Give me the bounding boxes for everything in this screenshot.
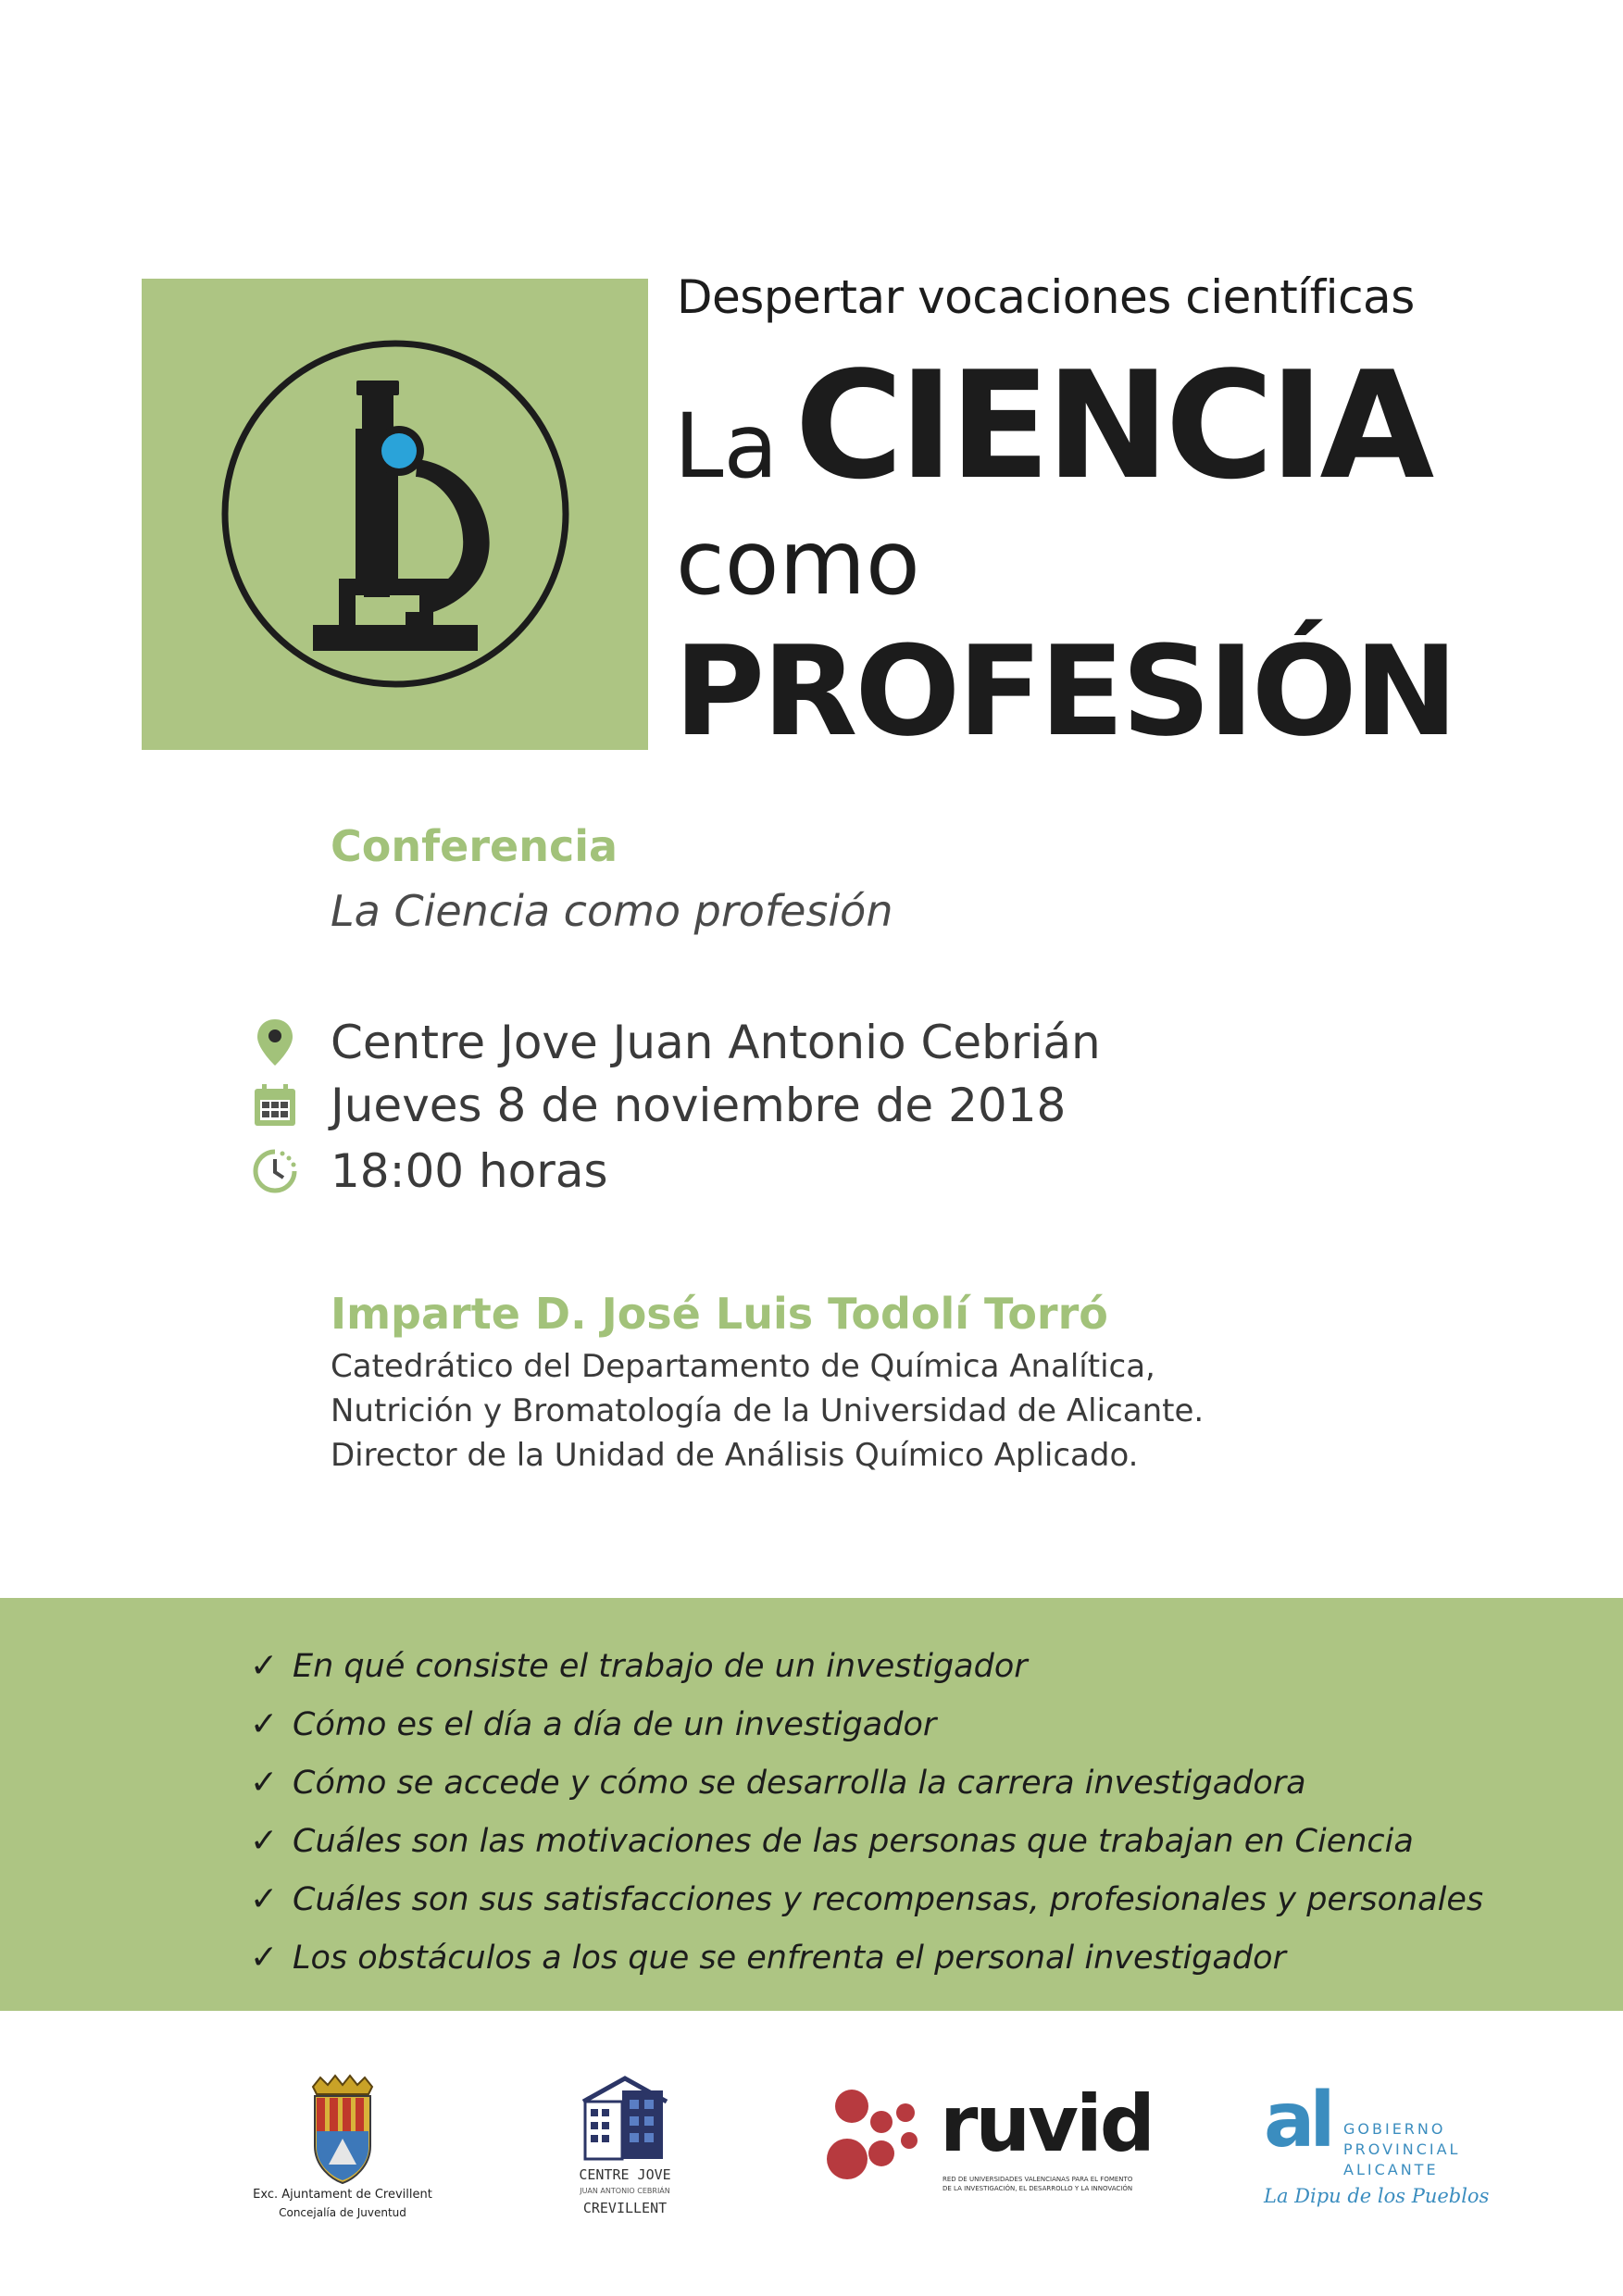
check-icon: ✓ xyxy=(250,1822,279,1860)
location-text: Centre Jove Juan Antonio Cebrián xyxy=(331,1016,1101,1069)
centre-jove-subname: JUAN ANTONIO CEBRIÁN xyxy=(580,2187,670,2195)
check-icon: ✓ xyxy=(250,1764,279,1802)
location-row xyxy=(248,1016,1101,1069)
crevillent-name: Exc. Ajuntament de Crevillent xyxy=(253,2188,432,2202)
date-row xyxy=(248,1079,1066,1132)
check-icon: ✓ xyxy=(250,1705,279,1743)
list-item xyxy=(250,1753,1483,1812)
list-item xyxy=(250,1695,1483,1753)
list-item xyxy=(250,1928,1483,1987)
event-title-line3: PROFESIÓN xyxy=(674,619,1455,764)
centre-jove-logo xyxy=(565,2074,685,2240)
topic-text: Cómo es el día a día de un investigador xyxy=(293,1705,937,1743)
header-green-panel xyxy=(142,279,648,750)
check-icon: ✓ xyxy=(250,1939,279,1977)
topics-band xyxy=(0,1598,1623,2011)
conference-title: La Ciencia como profesión xyxy=(331,886,893,936)
dipu-line-3: ALICANTE xyxy=(1343,2161,1439,2178)
dipu-tagline: La Dipu de los Pueblos xyxy=(1264,2185,1490,2207)
dipu-line-1: GOBIERNO xyxy=(1343,2120,1446,2138)
speaker-desc-line: Catedrático del Departamento de Química Analítica, xyxy=(331,1348,1155,1385)
topic-text: Cómo se accede y cómo se desarrolla la carrera investigadora xyxy=(293,1764,1306,1802)
speaker-name: Imparte D. José Luis Todolí Torró xyxy=(331,1289,1108,1339)
speaker-desc-line: Nutrición y Bromatología de la Universidad de Alicante. xyxy=(331,1392,1205,1429)
crevillent-dept: Concejalía de Juventud xyxy=(279,2206,406,2219)
conference-label: Conferencia xyxy=(331,821,618,871)
diputacion-alicante-logo xyxy=(1264,2077,1490,2215)
list-item xyxy=(250,1812,1483,1870)
list-item xyxy=(250,1870,1483,1928)
event-title-line2: como xyxy=(676,511,920,615)
list-item xyxy=(250,1637,1483,1695)
topics-list xyxy=(250,1637,1483,1987)
ruvid-tagline-2: DE LA INVESTIGACIÓN, EL DESARROLLO Y LA INNOVACIÓN xyxy=(943,2185,1133,2192)
speaker-description xyxy=(331,1344,1204,1478)
event-title-line1 xyxy=(674,339,1430,512)
time-row xyxy=(248,1144,608,1198)
title-ciencia: CIENCIA xyxy=(794,339,1430,512)
dipu-mark: al xyxy=(1264,2077,1330,2165)
topic-text: En qué consiste el trabajo de un investigador xyxy=(293,1647,1028,1685)
location-pin-icon xyxy=(248,1016,302,1069)
topic-text: Cuáles son sus satisfacciones y recompensas, profesionales y personales xyxy=(293,1880,1484,1918)
topic-text: Cuáles son las motivaciones de las personas que trabajan en Ciencia xyxy=(293,1822,1414,1860)
clock-icon xyxy=(248,1144,302,1198)
ruvid-wordmark: ruvid xyxy=(940,2078,1153,2169)
microscope-icon xyxy=(142,279,648,750)
centre-jove-city: CREVILLENT xyxy=(582,2200,668,2216)
title-la: La xyxy=(674,394,779,498)
check-icon: ✓ xyxy=(250,1647,279,1685)
centre-jove-name: CENTRE JOVE xyxy=(579,2166,671,2183)
crevillent-logo xyxy=(250,2074,435,2231)
building-icon xyxy=(565,2074,685,2162)
calendar-icon xyxy=(248,1079,302,1132)
speaker-desc-line: Director de la Unidad de Análisis Químico Aplicado. xyxy=(331,1437,1139,1474)
dipu-line-2: PROVINCIAL xyxy=(1343,2140,1461,2158)
event-subtitle: Despertar vocaciones científicas xyxy=(677,270,1415,324)
check-icon: ✓ xyxy=(250,1880,279,1918)
topic-text: Los obstáculos a los que se enfrenta el personal investigador xyxy=(293,1939,1286,1977)
date-text: Jueves 8 de noviembre de 2018 xyxy=(331,1079,1067,1132)
ruvid-dots-icon xyxy=(824,2083,926,2185)
ruvid-logo xyxy=(824,2078,1153,2203)
ruvid-tagline-1: RED DE UNIVERSIDADES VALENCIANAS PARA EL FOMENTO xyxy=(943,2176,1133,2183)
time-text: 18:00 horas xyxy=(331,1144,608,1198)
coat-of-arms-icon xyxy=(250,2074,435,2185)
